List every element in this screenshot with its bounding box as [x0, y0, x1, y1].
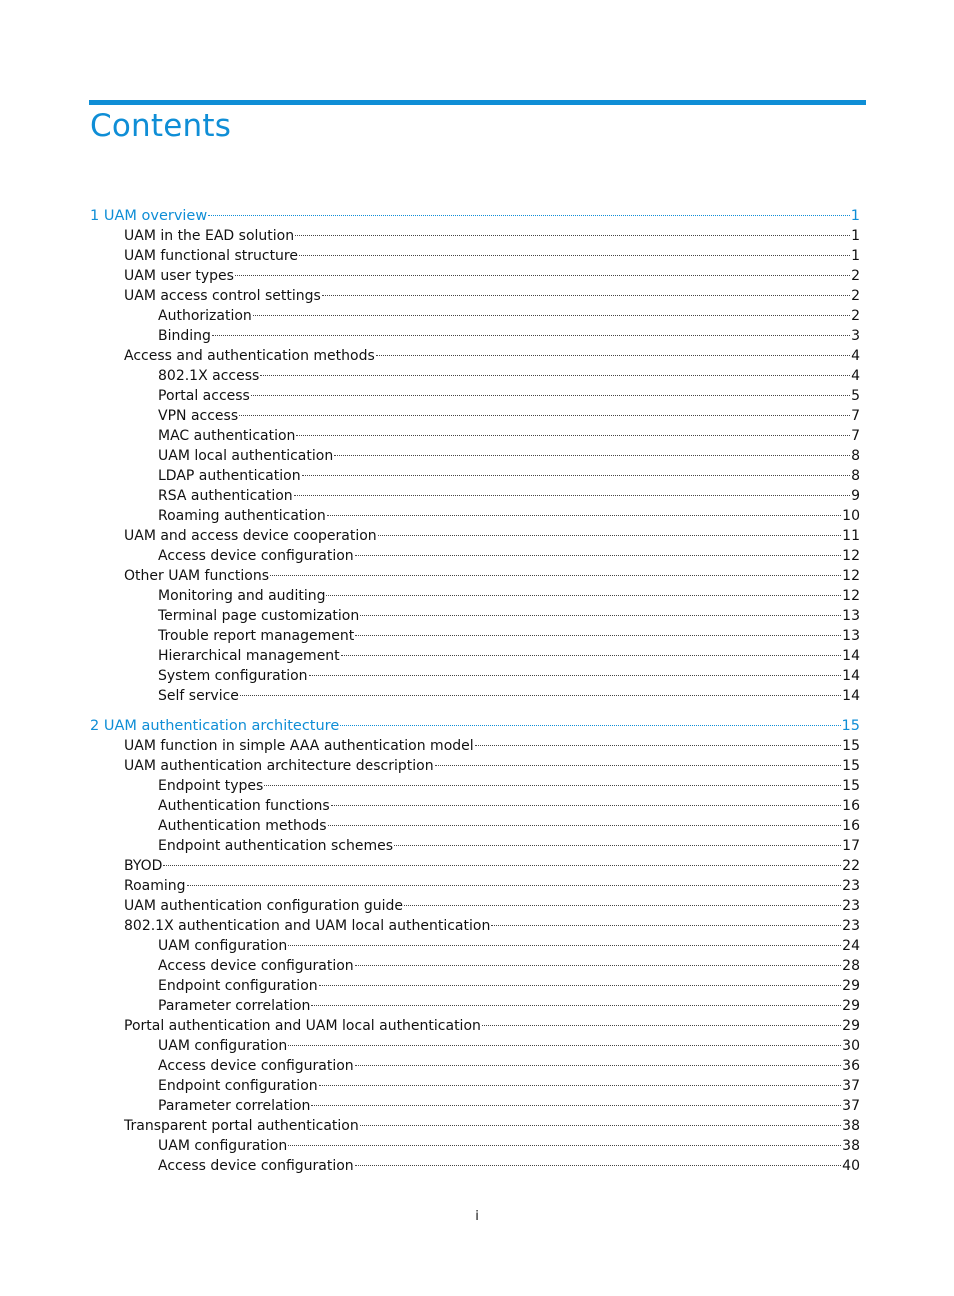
toc-entry-page: 15: [842, 758, 860, 774]
toc-dot-leader: [264, 785, 841, 786]
toc-entry-title: UAM user types: [124, 268, 234, 284]
toc-dot-leader: [327, 515, 841, 516]
toc-dot-leader: [288, 1145, 841, 1146]
toc-dot-leader: [355, 1165, 841, 1166]
toc-dot-leader: [404, 905, 841, 906]
toc-entry-title: Access and authentication methods: [124, 348, 375, 364]
toc-chapter-entry[interactable]: [90, 206, 860, 226]
toc-entry-page: 7: [851, 408, 860, 424]
toc-entry[interactable]: [90, 526, 860, 546]
toc-entry-title: BYOD: [124, 858, 163, 874]
toc-entry[interactable]: [90, 686, 860, 706]
toc-entry[interactable]: [90, 1036, 860, 1056]
toc-dot-leader: [309, 675, 842, 676]
toc-entry[interactable]: [90, 836, 860, 856]
toc-entry-title: Authentication methods: [158, 818, 327, 834]
toc-dot-leader: [475, 745, 842, 746]
toc-entry[interactable]: [90, 286, 860, 306]
toc-entry-page: 8: [851, 468, 860, 484]
toc-entry-title: 1 UAM overview: [90, 208, 208, 224]
table-of-contents: [90, 206, 860, 1176]
toc-entry[interactable]: [90, 796, 860, 816]
toc-entry-title: UAM configuration: [158, 1138, 288, 1154]
toc-entry[interactable]: [90, 646, 860, 666]
toc-entry-title: Other UAM functions: [124, 568, 270, 584]
toc-entry-title: Endpoint types: [158, 778, 264, 794]
toc-entry-page: 37: [842, 1098, 860, 1114]
toc-entry[interactable]: [90, 226, 860, 246]
toc-dot-leader: [360, 1125, 841, 1126]
toc-dot-leader: [340, 725, 840, 726]
toc-entry-title: UAM configuration: [158, 938, 288, 954]
toc-dot-leader: [294, 495, 850, 496]
toc-entry-page: 13: [842, 608, 860, 624]
toc-entry-title: Access device configuration: [158, 1158, 354, 1174]
toc-entry[interactable]: [90, 446, 860, 466]
toc-entry-page: 12: [842, 588, 860, 604]
toc-entry[interactable]: [90, 306, 860, 326]
toc-entry[interactable]: [90, 1076, 860, 1096]
toc-entry-page: 14: [842, 688, 860, 704]
toc-entry[interactable]: [90, 896, 860, 916]
toc-entry-title: UAM in the EAD solution: [124, 228, 295, 244]
toc-entry-title: UAM functional structure: [124, 248, 298, 264]
toc-entry[interactable]: [90, 506, 860, 526]
toc-entry[interactable]: [90, 326, 860, 346]
toc-entry[interactable]: [90, 876, 860, 896]
toc-entry-page: 17: [842, 838, 860, 854]
toc-entry-page: 29: [842, 1018, 860, 1034]
toc-chapter-entry[interactable]: [90, 716, 860, 736]
toc-entry[interactable]: [90, 856, 860, 876]
toc-entry-title: Portal access: [158, 388, 250, 404]
toc-entry-page: 11: [842, 528, 860, 544]
toc-entry[interactable]: [90, 486, 860, 506]
toc-entry-title: 802.1X authentication and UAM local authentication: [124, 918, 491, 934]
toc-entry-page: 9: [851, 488, 860, 504]
toc-entry-page: 12: [842, 548, 860, 564]
toc-entry-title: Authorization: [158, 308, 252, 324]
toc-entry-page: 1: [851, 248, 860, 264]
toc-entry[interactable]: [90, 956, 860, 976]
toc-entry[interactable]: [90, 816, 860, 836]
toc-entry-page: 1: [850, 208, 860, 224]
toc-entry-title: UAM local authentication: [158, 448, 334, 464]
toc-dot-leader: [239, 415, 850, 416]
toc-entry-page: 28: [842, 958, 860, 974]
toc-entry-title: Roaming: [124, 878, 186, 894]
toc-entry-title: UAM function in simple AAA authentication model: [124, 738, 474, 754]
toc-entry-title: LDAP authentication: [158, 468, 301, 484]
toc-entry-title: Parameter correlation: [158, 1098, 311, 1114]
toc-entry-title: Monitoring and auditing: [158, 588, 326, 604]
toc-entry-title: VPN access: [158, 408, 239, 424]
toc-entry[interactable]: [90, 266, 860, 286]
toc-entry[interactable]: [90, 996, 860, 1016]
toc-entry-title: 2 UAM authentication architecture: [90, 718, 340, 734]
toc-entry[interactable]: [90, 246, 860, 266]
toc-entry-page: 15: [842, 738, 860, 754]
toc-dot-leader: [302, 475, 851, 476]
toc-dot-leader: [394, 845, 841, 846]
toc-dot-leader: [376, 355, 850, 356]
toc-entry[interactable]: [90, 666, 860, 686]
toc-entry-title: MAC authentication: [158, 428, 296, 444]
toc-entry-page: 23: [842, 898, 860, 914]
toc-entry[interactable]: [90, 626, 860, 646]
toc-dot-leader: [253, 315, 850, 316]
toc-dot-leader: [378, 535, 841, 536]
toc-entry[interactable]: [90, 466, 860, 486]
toc-dot-leader: [163, 865, 841, 866]
toc-dot-leader: [311, 1005, 841, 1006]
toc-entry-title: 802.1X access: [158, 368, 260, 384]
toc-entry-page: 15: [841, 718, 860, 734]
toc-entry-title: System configuration: [158, 668, 308, 684]
toc-dot-leader: [251, 395, 850, 396]
toc-entry-title: Roaming authentication: [158, 508, 326, 524]
toc-entry-page: 13: [842, 628, 860, 644]
toc-entry-title: Hierarchical management: [158, 648, 340, 664]
toc-dot-leader: [270, 575, 841, 576]
toc-dot-leader: [355, 1065, 841, 1066]
toc-entry[interactable]: [90, 756, 860, 776]
toc-entry-page: 10: [842, 508, 860, 524]
toc-dot-leader: [491, 925, 841, 926]
toc-entry-page: 23: [842, 918, 860, 934]
toc-entry-title: UAM access control settings: [124, 288, 321, 304]
toc-entry-title: UAM authentication configuration guide: [124, 898, 404, 914]
toc-entry-page: 37: [842, 1078, 860, 1094]
toc-entry[interactable]: [90, 366, 860, 386]
toc-entry-title: Endpoint authentication schemes: [158, 838, 394, 854]
header-rule: [89, 100, 866, 105]
toc-entry-title: UAM configuration: [158, 1038, 288, 1054]
toc-entry-page: 14: [842, 668, 860, 684]
toc-entry-page: 5: [851, 388, 860, 404]
toc-entry-page: 29: [842, 998, 860, 1014]
toc-entry-page: 29: [842, 978, 860, 994]
toc-dot-leader: [326, 595, 841, 596]
toc-dot-leader: [322, 295, 850, 296]
toc-entry-page: 1: [851, 228, 860, 244]
toc-entry-page: 4: [851, 348, 860, 364]
toc-dot-leader: [288, 945, 841, 946]
toc-entry-page: 30: [842, 1038, 860, 1054]
toc-entry-page: 4: [851, 368, 860, 384]
toc-dot-leader: [328, 825, 842, 826]
toc-entry[interactable]: [90, 1016, 860, 1036]
toc-entry[interactable]: [90, 546, 860, 566]
toc-entry-page: 38: [842, 1138, 860, 1154]
toc-dot-leader: [299, 255, 850, 256]
toc-dot-leader: [355, 635, 841, 636]
toc-entry-title: UAM authentication architecture description: [124, 758, 434, 774]
toc-entry[interactable]: [90, 426, 860, 446]
toc-entry[interactable]: [90, 346, 860, 366]
toc-entry-page: 7: [851, 428, 860, 444]
toc-entry-page: 2: [851, 288, 860, 304]
toc-entry[interactable]: [90, 736, 860, 756]
toc-entry[interactable]: [90, 976, 860, 996]
toc-entry-page: 2: [851, 308, 860, 324]
toc-entry-page: 16: [842, 798, 860, 814]
toc-entry[interactable]: [90, 386, 860, 406]
toc-dot-leader: [288, 1045, 841, 1046]
toc-dot-leader: [208, 215, 850, 216]
toc-entry-title: Trouble report management: [158, 628, 355, 644]
toc-entry-title: Authentication functions: [158, 798, 330, 814]
toc-entry-page: 40: [842, 1158, 860, 1174]
toc-entry[interactable]: [90, 936, 860, 956]
toc-entry-title: Parameter correlation: [158, 998, 311, 1014]
toc-entry-title: Access device configuration: [158, 1058, 354, 1074]
toc-dot-leader: [341, 655, 842, 656]
toc-entry[interactable]: [90, 406, 860, 426]
toc-entry-page: 2: [851, 268, 860, 284]
page-title: Contents: [90, 108, 232, 144]
toc-entry-page: 24: [842, 938, 860, 954]
toc-dot-leader: [435, 765, 842, 766]
toc-entry[interactable]: [90, 1156, 860, 1176]
toc-entry-title: Portal authentication and UAM local authentication: [124, 1018, 481, 1034]
toc-entry-title: Self service: [158, 688, 239, 704]
toc-dot-leader: [319, 985, 842, 986]
toc-dot-leader: [331, 805, 841, 806]
toc-entry[interactable]: [90, 606, 860, 626]
toc-entry-title: Binding: [158, 328, 211, 344]
toc-entry[interactable]: [90, 1056, 860, 1076]
toc-entry-page: 14: [842, 648, 860, 664]
toc-entry-title: Transparent portal authentication: [124, 1118, 359, 1134]
toc-dot-leader: [360, 615, 841, 616]
page-number: i: [475, 1209, 479, 1224]
toc-entry[interactable]: [90, 586, 860, 606]
toc-dot-leader: [334, 455, 850, 456]
toc-dot-leader: [295, 235, 850, 236]
toc-entry[interactable]: [90, 1116, 860, 1136]
toc-dot-leader: [355, 555, 841, 556]
toc-entry[interactable]: [90, 916, 860, 936]
toc-entry-page: 8: [851, 448, 860, 464]
toc-entry[interactable]: [90, 566, 860, 586]
toc-entry-page: 36: [842, 1058, 860, 1074]
toc-entry-title: Access device configuration: [158, 958, 354, 974]
toc-entry-page: 38: [842, 1118, 860, 1134]
toc-entry-page: 15: [842, 778, 860, 794]
toc-dot-leader: [482, 1025, 841, 1026]
toc-entry-page: 23: [842, 878, 860, 894]
toc-dot-leader: [235, 275, 850, 276]
toc-entry-title: Endpoint configuration: [158, 1078, 318, 1094]
toc-entry-page: 12: [842, 568, 860, 584]
toc-dot-leader: [187, 885, 842, 886]
toc-entry-page: 3: [851, 328, 860, 344]
toc-dot-leader: [296, 435, 850, 436]
toc-dot-leader: [240, 695, 841, 696]
toc-entry-title: Terminal page customization: [158, 608, 360, 624]
toc-dot-leader: [319, 1085, 842, 1086]
toc-entry-title: UAM and access device cooperation: [124, 528, 377, 544]
toc-dot-leader: [311, 1105, 841, 1106]
toc-dot-leader: [260, 375, 850, 376]
toc-entry-title: RSA authentication: [158, 488, 293, 504]
toc-dot-leader: [355, 965, 841, 966]
toc-entry-title: Endpoint configuration: [158, 978, 318, 994]
toc-entry[interactable]: [90, 1096, 860, 1116]
toc-entry-title: Access device configuration: [158, 548, 354, 564]
toc-entry[interactable]: [90, 776, 860, 796]
toc-entry-page: 22: [842, 858, 860, 874]
toc-entry-page: 16: [842, 818, 860, 834]
toc-entry[interactable]: [90, 1136, 860, 1156]
toc-dot-leader: [212, 335, 850, 336]
